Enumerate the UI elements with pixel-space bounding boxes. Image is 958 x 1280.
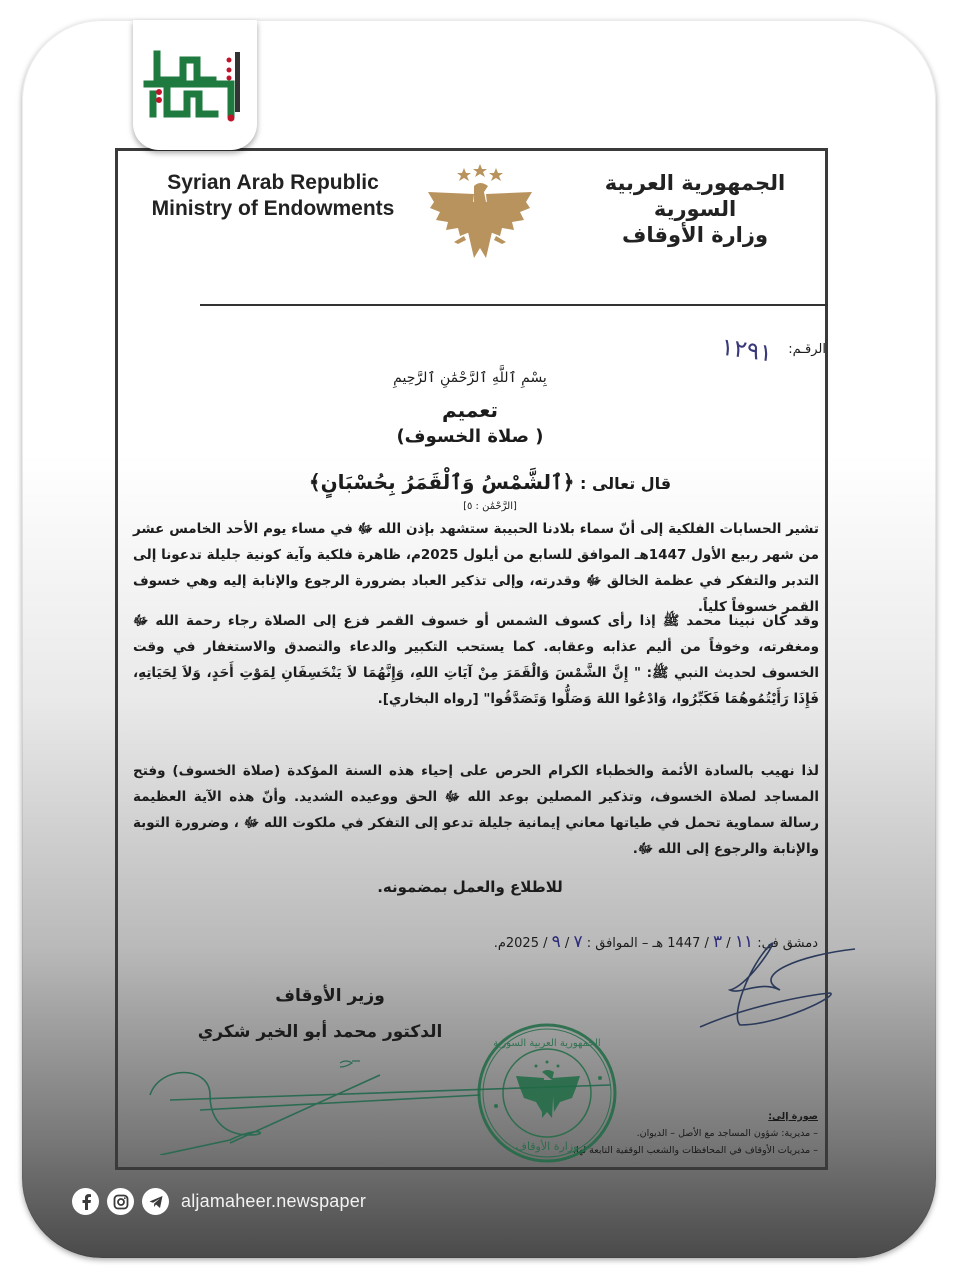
english-country: Syrian Arab Republic (167, 171, 379, 194)
verse-intro: قال تعالى : (579, 474, 672, 493)
basmala: بِسْمِ ٱللَّهِ ٱلرَّحْمَٰنِ ٱلرَّحِيمِ (393, 370, 547, 386)
closing-line: للاطلاع والعمل بمضمونه. (377, 878, 563, 896)
english-ministry: Ministry of Endowments (151, 197, 395, 220)
quran-verse-line (290, 470, 690, 513)
date-line: دمشق في: ١١ / ٣ / 1447 هـ – الموافق : ٧ / ٩ / 2025م. (493, 932, 818, 952)
document-subtitle: ( صلاة الخسوف) (396, 426, 544, 447)
letterhead-english (142, 170, 404, 222)
hijri-suffix: هـ – الموافق : (586, 936, 664, 951)
instagram-icon[interactable] (107, 1188, 134, 1215)
date-place-label: دمشق في: (757, 936, 818, 951)
hijri-day: ١١ (734, 932, 754, 952)
verse-text: ﴿ٱلشَّمْسُ وَٱلْقَمَرُ بِحُسْبَانٍ﴾ (308, 470, 575, 494)
reference-label: الرقـم: (788, 342, 826, 357)
jamaheer-logo-icon (143, 48, 247, 122)
letterhead-arabic (560, 170, 830, 248)
hijri-month: ٣ (713, 932, 723, 952)
cc-item-2: – مديريات الأوقاف في المحافظات والشعب الوقفية التابعة لها. (572, 1145, 818, 1156)
signatory-name: الدكتور محمد أبو الخير شكري (197, 1022, 443, 1042)
header-divider (200, 304, 828, 306)
arabic-country: الجمهورية العربية السورية (604, 171, 786, 221)
greg-year: 2025م. (493, 936, 539, 951)
facebook-icon[interactable] (72, 1188, 99, 1215)
stamp-top-text: الجمهورية العربية السورية (493, 1038, 601, 1049)
cc-label: صورة إلى: (768, 1111, 818, 1122)
newspaper-logo (133, 20, 257, 150)
paragraph-call-to-imams: لذا نهيب بالسادة الأئمة والخطباء الكرام الحرص على إحياء هذه السنة المؤكدة (صلاة الخسوف) وفتح المساجد لصلاة الخسوف، وتذكير المصلين بوعد الله ﷻ الحق ووعيده الشديد. وأنّ هذه الآية العظيمة رسالة سماوية تحمل في طياتها معاني إيمانية جليلة تدعو إلى التفكر في ملكوت الله ﷻ ، وضرورة التوبة والإنابة والرجوع إلى الله ﷻ. (133, 763, 819, 857)
social-footer (72, 1188, 366, 1215)
document-title: تعميم (441, 398, 499, 422)
reference-number: ١٢٩١ (719, 332, 775, 368)
signature-right-icon (690, 935, 860, 1045)
cc-item-1: – مديرية: شؤون المساجد مع الأصل – الديوان. (636, 1128, 818, 1139)
paragraph-eclipse-announcement: تشير الحسابات الفلكية إلى أنّ سماء بلادنا الحبيبة ستشهد بإذن الله ﷻ في مساء يوم الأحد الخامس عشر من شهر ربيع الأول 1447هـ الموافق للسابع من أيلول 2025م، ظاهرة فلكية وآية كونية جليلة تدعونا إلى التدبر والتفكر في عظمة الخالق ﷻ وقدرته، وإلى تذكير العباد بضرورة الرجوع والإنابة إليه وهي خسوف القمر خسوفاً كلياً. (133, 521, 819, 615)
paragraph-prophet-hadith: وقد كان نبينا محمد ﷺ إذا رأى كسوف الشمس أو خسوف القمر فزع إلى الصلاة رجاء رحمة الله ﷻ ومغفرته، وخوفاً من أليم عذابه وعقابه. كما يستحب التكبير والدعاء والتصدق والاستغفار في وقت الخسوف لحديث النبي ﷺ: " إِنَّ الشَّمْسَ وَالْقَمَرَ مِنْ آيَاتِ اللهِ، وَإِنَّهُمَا لاَ يَنْخَسِفَانِ لِمَوْتِ أَحَدٍ، وَلاَ لِحَيَاتِهِ، فَإِذَا رَأَيْتُمُوهُمَا فَكَبِّرُوا، وَادْعُوا اللهَ وَصَلُّوا وَتَصَدَّقُوا" [رواه البخاري]. (133, 613, 819, 707)
greg-day: ٧ (573, 932, 583, 952)
signatory-title: وزير الأوقاف (275, 986, 385, 1006)
telegram-icon[interactable] (142, 1188, 169, 1215)
stamp-bottom-text: وزارة الأوقاف (515, 1140, 579, 1153)
verse-reference: [الرَّحْمَٰن : ٥] (463, 501, 517, 512)
social-handle[interactable]: aljamaheer.newspaper (181, 1191, 367, 1211)
arabic-ministry: وزارة الأوقاف (621, 223, 769, 247)
hijri-year: 1447 (667, 936, 701, 951)
greg-month: ٩ (551, 932, 561, 952)
ministry-stamp-icon (476, 1022, 618, 1164)
golden-eagle-emblem-icon (424, 162, 536, 262)
